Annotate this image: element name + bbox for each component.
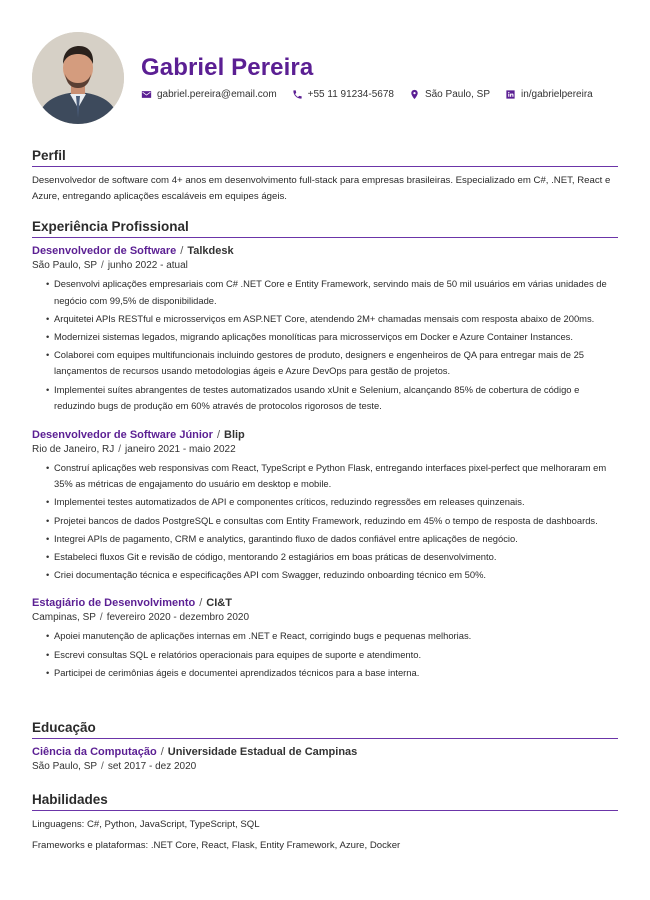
list-item: • Estabeleci fluxos Git e revisão de código, mentorando 2 estagiários em boas práticas de desenvolvimento. bbox=[48, 549, 618, 566]
list-item: • Colaborei com equipes multifuncionais incluindo gestores de produto, designers e engenheiros de QA para entregar mais de 25 lançamentos de recursos usando metodologias ágeis e Azure DevOps para gestão de projetos. bbox=[48, 347, 618, 380]
school: Universidade Estadual de Campinas bbox=[167, 746, 358, 758]
job-dates: fevereiro 2020 - dezembro 2020 bbox=[106, 612, 250, 624]
education-dates: set 2017 - dez 2020 bbox=[107, 761, 197, 772]
location-text: São Paulo, SP bbox=[424, 89, 490, 100]
job-location: São Paulo, SP bbox=[32, 260, 98, 271]
separator: / bbox=[101, 260, 104, 271]
list-item: • Construí aplicações web responsivas com React, TypeScript e Python Flask, entregando interfaces pixel-perfect que melhoraram em 35% as métricas de engajamento do usuário em desktop e mobile. bbox=[48, 460, 618, 493]
job-header bbox=[32, 245, 618, 257]
skills-frameworks: Frameworks e plataformas: .NET Core, React, Flask, Entity Framework, Azure, Docker bbox=[32, 840, 401, 851]
job-entry bbox=[32, 245, 618, 415]
education-section bbox=[32, 720, 618, 772]
profile-photo bbox=[32, 32, 124, 124]
list-item: • Arquitetei APIs RESTful e microsserviços em ASP.NET Core, atendendo 2M+ chamadas mensais com resposta abaixo de 200ms. bbox=[48, 311, 618, 328]
job-location: Campinas, SP bbox=[32, 612, 96, 624]
email-text: gabriel.pereira@email.com bbox=[157, 89, 277, 100]
phone-icon bbox=[292, 89, 303, 100]
summary-section bbox=[32, 148, 618, 204]
job-location: Rio de Janeiro, RJ bbox=[32, 443, 115, 455]
separator: / bbox=[118, 443, 122, 455]
education-header bbox=[32, 746, 618, 758]
contact-info bbox=[141, 89, 593, 100]
job-meta bbox=[32, 260, 618, 271]
separator: / bbox=[101, 761, 104, 772]
list-item: • Participei de cerimônias ágeis e documentei aprendizados técnicos para a base interna. bbox=[48, 665, 618, 682]
education-meta bbox=[32, 761, 618, 772]
job-company: CI&T bbox=[206, 597, 232, 610]
job-header bbox=[32, 597, 618, 609]
experience-section bbox=[32, 219, 618, 683]
phone-text: +55 11 91234-5678 bbox=[307, 89, 394, 100]
contact-email[interactable] bbox=[141, 89, 277, 100]
list-item: • Criei documentação técnica e especificações API com Swagger, reduzindo onboarding técnico em 50%. bbox=[48, 567, 618, 584]
avatar bbox=[32, 32, 124, 124]
job-entry bbox=[32, 429, 618, 584]
list-item: • Implementei testes automatizados de API e componentes críticos, reduzindo regressões em releases quinzenais. bbox=[48, 494, 618, 511]
job-bullets bbox=[32, 276, 618, 415]
job-header bbox=[32, 429, 618, 441]
separator: / bbox=[199, 597, 203, 610]
linkedin-text: in/gabrielpereira bbox=[521, 89, 593, 100]
job-dates: junho 2022 - atual bbox=[107, 260, 188, 271]
linkedin-icon bbox=[505, 89, 516, 100]
list-item: • Desenvolvi aplicações empresariais com C# .NET Core e Entity Framework, servindo mais de 50 mil usuários em várias unidades de negócio com 99,5% de disponibilidade. bbox=[48, 276, 618, 309]
contact-location bbox=[409, 89, 490, 100]
job-dates: janeiro 2021 - maio 2022 bbox=[125, 443, 236, 455]
section-title: Perfil bbox=[32, 148, 618, 167]
job-role: Estagiário de Desenvolvimento bbox=[32, 597, 196, 610]
job-company: Blip bbox=[224, 428, 245, 441]
job-meta bbox=[32, 612, 618, 623]
job-bullets bbox=[32, 628, 618, 681]
job-role: Desenvolvedor de Software Júnior bbox=[32, 428, 213, 441]
job-meta bbox=[32, 444, 618, 455]
job-bullets bbox=[32, 460, 618, 584]
section-title: Experiência Profissional bbox=[32, 219, 618, 238]
list-item: • Integrei APIs de pagamento, CRM e analytics, garantindo fluxo de dados confiável entre aplicações de negócio. bbox=[48, 531, 618, 548]
contact-phone[interactable] bbox=[292, 89, 394, 100]
list-item: • Projetei bancos de dados PostgreSQL e consultas com Entity Framework, reduzindo em 45% o tempo de resposta de dashboards. bbox=[48, 513, 618, 530]
skills-section bbox=[32, 792, 618, 851]
job-entry bbox=[32, 597, 618, 681]
summary-text: Desenvolvedor de software com 4+ anos em desenvolvimento full-stack para empresas brasileiras. Especializado em C#, .NET, React e Azure, entregando aplicações escaláveis em equipes ágeis. bbox=[32, 175, 611, 202]
separator: / bbox=[99, 612, 103, 624]
job-role: Desenvolvedor de Software bbox=[32, 245, 177, 257]
location-pin-icon bbox=[409, 89, 420, 100]
education-location: São Paulo, SP bbox=[32, 761, 98, 772]
resume-header bbox=[32, 32, 618, 128]
degree: Ciência da Computação bbox=[32, 746, 157, 758]
list-item: • Modernizei sistemas legados, migrando aplicações monolíticas para microsserviços em Docker e Azure Container Instances. bbox=[48, 329, 618, 346]
candidate-name: Gabriel Pereira bbox=[141, 54, 314, 81]
email-icon bbox=[141, 89, 152, 100]
contact-linkedin[interactable] bbox=[505, 89, 593, 100]
separator: / bbox=[180, 245, 184, 257]
section-title: Educação bbox=[32, 720, 618, 739]
job-company: Talkdesk bbox=[187, 245, 234, 257]
resume-page bbox=[32, 32, 618, 851]
list-item: • Escrevi consultas SQL e relatórios operacionais para equipes de suporte e atendimento. bbox=[48, 647, 618, 664]
list-item: • Implementei suítes abrangentes de testes automatizados usando xUnit e Selenium, alcançando 85% de cobertura de código e reduzindo bugs de produção em 60% através de protocolos rigorosos de teste. bbox=[48, 382, 618, 415]
section-title: Habilidades bbox=[32, 792, 618, 811]
list-item: • Apoiei manutenção de aplicações internas em .NET e React, corrigindo bugs e pequenas melhorias. bbox=[48, 628, 618, 645]
skills-languages: Linguagens: C#, Python, JavaScript, TypeScript, SQL bbox=[32, 819, 260, 830]
separator: / bbox=[160, 746, 164, 758]
separator: / bbox=[216, 428, 220, 441]
